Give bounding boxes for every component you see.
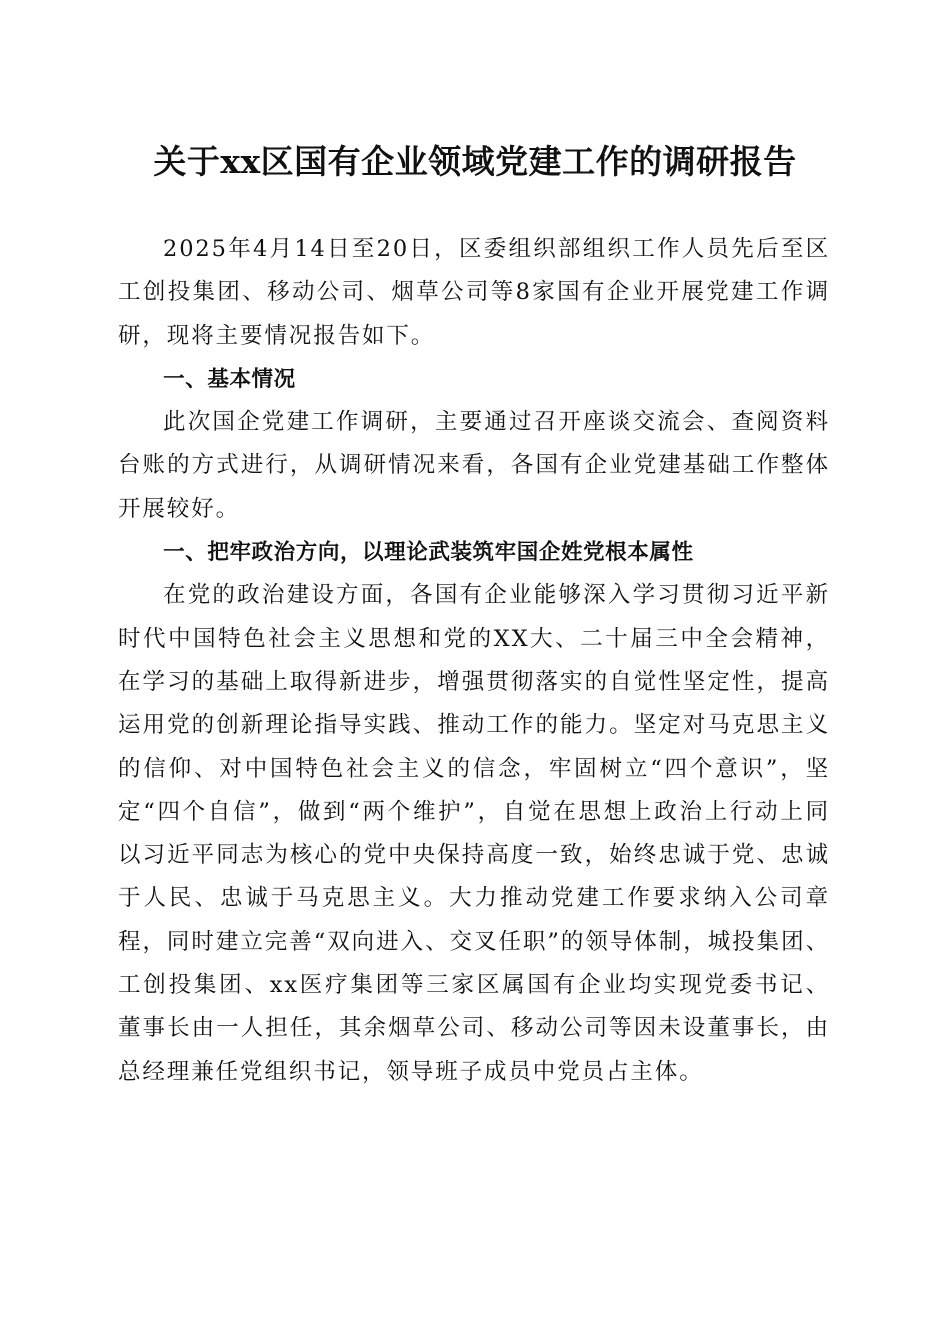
basic-situation-paragraph: 此次国企党建工作调研，主要通过召开座谈交流会、查阅资料台账的方式进行，从调研情况来看，各国有企业党建基础工作整体开展较好。 (118, 409, 830, 522)
section-heading-political-direction: 一、把牢政治方向，以理论武装筑牢国企姓党根本属性 (163, 540, 694, 566)
section-heading-basic-situation: 一、基本情况 (163, 366, 296, 392)
intro-paragraph: 2025年4月14日至20日，区委组织部组织工作人员先后至区工创投集团、移动公司、烟草公司等8家国有企业开展党建工作调研，现将主要情况报告如下。 (118, 236, 830, 349)
political-direction-paragraph: 在党的政治建设方面，各国有企业能够深入学习贯彻习近平新时代中国特色社会主义思想和党的XX大、二十届三中全会精神，在学习的基础上取得新进步，增强贯彻落实的自觉性坚定性，提高运用党的创新理论指导实践、推动工作的能力。坚定对马克思主义的信仰、对中国特色社会主义的信念，牢固树立“四个意识”，坚定“四个自信”，做到“两个维护”，自觉在思想上政治上行动上同以习近平同志为核心的党中央保持高度一致，始终忠诚于党、忠诚于人民、忠诚于马克思主义。大力推动党建工作要求纳入公司章程，同时建立完善“双向进入、交叉任职”的领导体制，城投集团、工创投集团、xx医疗集团等三家区属国有企业均实现党委书记、董事长由一人担任，其余烟草公司、移动公司等因未设董事长，由总经理兼任党组织书记，领导班子成员中党员占主体。 (118, 582, 830, 1085)
document-title: 关于xx区国有企业领域党建工作的调研报告 (153, 142, 797, 181)
document-body (118, 228, 830, 1094)
